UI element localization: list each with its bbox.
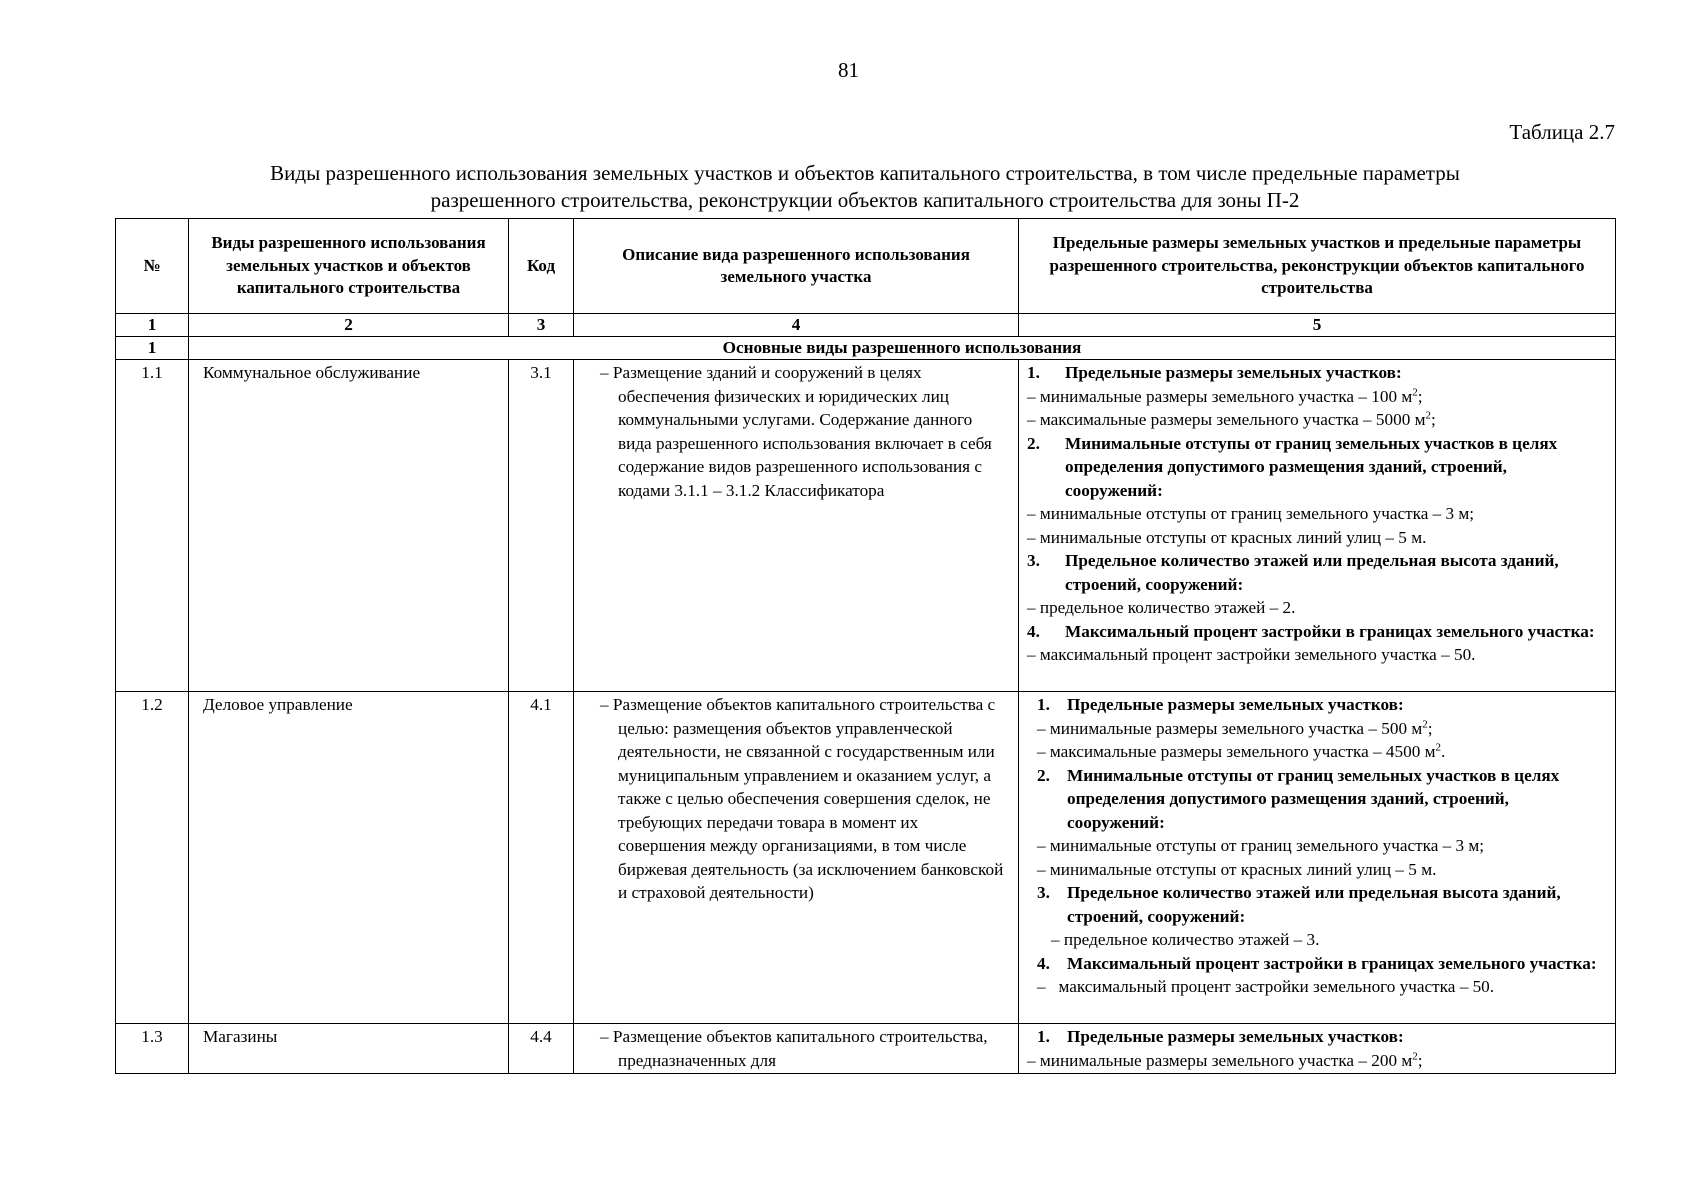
row-code: 4.4 — [509, 1024, 574, 1074]
row-use-name: Коммунальное обслуживание — [189, 360, 509, 692]
param-item: – минимальные отступы от границ земельного участка – 3 м; — [1037, 836, 1485, 855]
param-heading: 3. Предельное количество этажей или предельная высота зданий, строений, сооружений: — [1037, 881, 1609, 928]
param-item: – минимальные размеры земельного участка – 200 $м^2$; — [1027, 1049, 1423, 1070]
row-parameters — [1019, 1024, 1616, 1074]
row-parameters — [1019, 360, 1616, 692]
row-number: 1.2 — [116, 692, 189, 1024]
param-item: – максимальный процент застройки земельного участка – 50. — [1027, 645, 1476, 664]
header-params: Предельные размеры земельных участков и предельные параметры разрешенного строительства, реконструкции объектов капитального строительства — [1019, 219, 1616, 314]
table-row — [116, 692, 1616, 1024]
header-name: Виды разрешенного использования земельных участков и объектов капитального строительства — [189, 219, 509, 314]
param-item: – минимальные отступы от красных линий улиц – 5 м. — [1027, 527, 1427, 547]
section-title: Основные виды разрешенного использования — [189, 337, 1616, 360]
param-item: – минимальные отступы от красных линий улиц – 5 м. — [1037, 859, 1437, 879]
param-item: – минимальные размеры земельного участка – 100 $м^2$; — [1027, 385, 1423, 406]
description-text: – Размещение объектов капитального строительства с целью: размещения объектов управленческой деятельности, не связанной с государственным или муниципальным управлением и оказанием услуг, а также с целью обеспечения совершения сделок, не требующих передачи товара в момент их совершения между организациями, в том числе биржевая деятельность (за исключением банковской и страховой деятельности) — [600, 695, 1004, 902]
row-number: 1.1 — [116, 360, 189, 692]
param-heading: 2. Минимальные отступы от границ земельных участков в целях определения допустимого размещения зданий, строений, сооружений: — [1027, 432, 1609, 503]
param-heading: 1. Предельные размеры земельных участков: — [1027, 361, 1609, 385]
caption-line-2: разрешенного строительства, реконструкции объектов капитального строительства для зоны П-2 — [430, 188, 1300, 212]
list-number: 3. — [1037, 883, 1050, 902]
param-heading: 4. Максимальный процент застройки в границах земельного участка: — [1027, 620, 1609, 644]
row-use-name: Деловое управление — [189, 692, 509, 1024]
header-desc: Описание вида разрешенного использования земельного участка — [574, 219, 1019, 314]
param-heading: 1. Предельные размеры земельных участков: — [1037, 693, 1609, 717]
list-number: 4. — [1037, 953, 1050, 973]
row-number: 1.3 — [116, 1024, 189, 1074]
column-number: 3 — [509, 314, 574, 337]
column-numbers-row — [116, 314, 1616, 337]
table-row — [116, 1024, 1616, 1074]
param-heading: 1. Предельные размеры земельных участков: — [1027, 1025, 1609, 1049]
row-code: 3.1 — [509, 360, 574, 692]
column-number: 4 — [574, 314, 1019, 337]
row-description — [574, 1024, 1019, 1074]
description-text: – Размещение объектов капитального строительства, предназначенных для — [600, 1027, 988, 1070]
table-row — [116, 360, 1616, 692]
list-number: 4. — [1027, 621, 1040, 641]
param-item: – максимальные размеры земельного участка – 5000 $м^2$; — [1027, 409, 1436, 429]
list-number: 1. — [1037, 1027, 1050, 1046]
list-number: 2. — [1027, 433, 1040, 453]
row-code: 4.1 — [509, 692, 574, 1024]
column-number: 1 — [116, 314, 189, 337]
list-number: 3. — [1027, 551, 1040, 570]
row-use-name: Магазины — [189, 1024, 509, 1074]
section-number: 1 — [116, 337, 189, 360]
caption-line-1: Виды разрешенного использования земельных участков и объектов капитального строительства, в том числе предельные параметры — [270, 161, 1460, 185]
table-label: Таблица 2.7 — [1509, 120, 1615, 144]
row-description — [574, 692, 1019, 1024]
page-number: 81 — [838, 58, 859, 82]
description-text: – Размещение зданий и сооружений в целях обеспечения физических и юридических лиц коммунальными услугами. Содержание данного вида разрешенного использования включает в себя содержание видов разрешенного использования с кодами 3.1.1 – 3.1.2 Классификатора — [600, 363, 992, 500]
param-item: – предельное количество этажей – 3. — [1051, 930, 1320, 949]
list-number: 1. — [1027, 363, 1040, 382]
param-item: – минимальные размеры земельного участка – 500 $м^2$; — [1037, 717, 1433, 738]
param-item: – минимальные отступы от границ земельного участка – 3 м; — [1027, 504, 1475, 523]
zoning-table — [115, 218, 1616, 1074]
param-heading: 2. Минимальные отступы от границ земельных участков в целях определения допустимого размещения зданий, строений, сооружений: — [1037, 764, 1609, 835]
list-number: 1. — [1037, 695, 1050, 714]
param-item: – максимальные размеры земельного участка – 4500 $м^2$. — [1037, 741, 1446, 761]
header-num: № — [116, 219, 189, 314]
param-item: – предельное количество этажей – 2. — [1027, 598, 1296, 617]
table-caption — [150, 160, 1580, 214]
section-row — [116, 337, 1616, 360]
column-number: 5 — [1019, 314, 1616, 337]
row-description — [574, 360, 1019, 692]
param-heading: 4. Максимальный процент застройки в границах земельного участка: — [1037, 952, 1609, 976]
list-number: 2. — [1037, 765, 1050, 785]
header-row — [116, 219, 1616, 314]
param-item: – максимальный процент застройки земельного участка – 50. — [1037, 977, 1495, 996]
row-parameters — [1019, 692, 1616, 1024]
header-code: Код — [509, 219, 574, 314]
param-heading: 3. Предельное количество этажей или предельная высота зданий, строений, сооружений: — [1027, 549, 1609, 596]
column-number: 2 — [189, 314, 509, 337]
